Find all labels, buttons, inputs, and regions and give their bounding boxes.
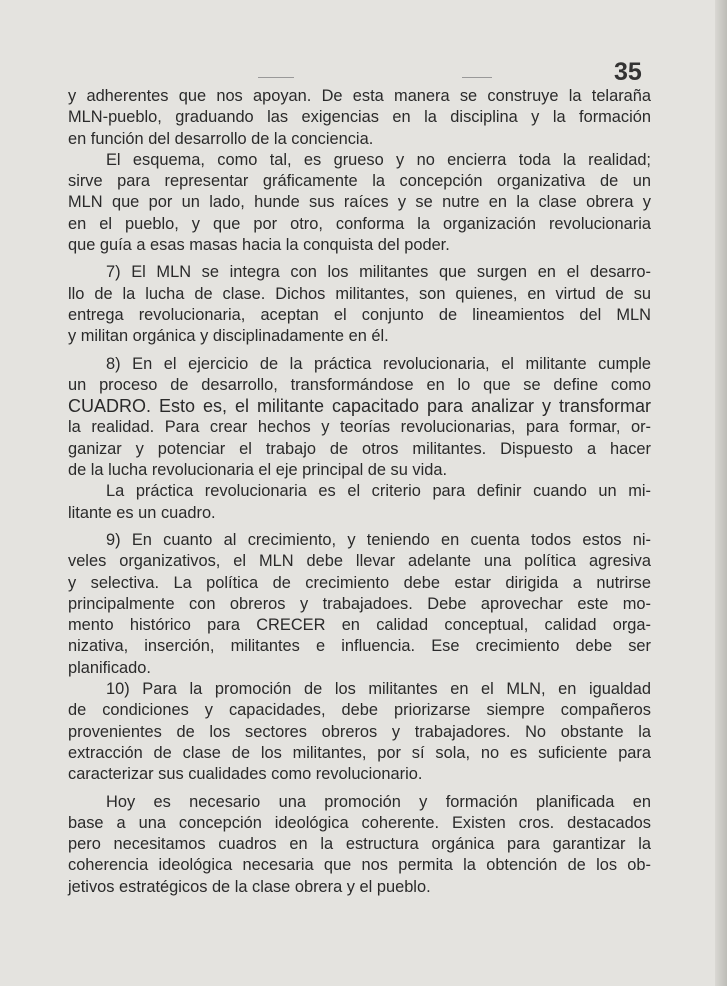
text-line: principalmente con obreros y trabajadoes. Debe aprovechar este mo- <box>68 594 651 613</box>
text-line: que guía a esas masas hacia la conquista del poder. <box>68 236 450 255</box>
text-line: 10) Para la promoción de los militantes en el MLN, en igualdad <box>106 680 651 699</box>
paragraph <box>68 530 651 679</box>
text-line: planificado. <box>68 658 151 677</box>
page-number: 35 <box>614 58 642 86</box>
text-line: pero necesitamos cuadros en la estructura orgánica para garantizar la <box>68 835 651 854</box>
paragraph <box>68 792 651 898</box>
text-line: veles organizativos, el MLN debe llevar adelante una política agresiva <box>68 552 651 571</box>
text-line: ganizar y potenciar el trabajo de otros militantes. Dispuesto a hacer <box>68 439 651 458</box>
text-line: MLN-pueblo, graduando las exigencias en la disciplina y la formación <box>68 108 651 127</box>
text-line: llo de la lucha de clase. Dichos militantes, son quienes, en virtud de su <box>68 284 651 303</box>
text-line: 7) El MLN se integra con los militantes que surgen en el desarro- <box>106 263 651 282</box>
text-line: provenientes de los sectores obreros y trabajadores. No obstante la <box>68 722 651 741</box>
text-line: litante es un cuadro. <box>68 503 216 522</box>
text-line: Hoy es necesario una promoción y formación planificada en <box>106 792 651 811</box>
text-line: de la lucha revolucionaria el eje principal de su vida. <box>68 461 448 480</box>
paragraph <box>68 86 651 150</box>
paragraph <box>68 354 651 482</box>
text-line: un proceso de desarrollo, transformándose en lo que se define como <box>68 375 651 394</box>
text-line: coherencia ideológica necesaria que nos permita la obtención de los ob- <box>68 856 651 875</box>
text-line: extracción de clase de los militantes, por sí sola, no es suficiente para <box>68 743 651 762</box>
text-line: El esquema, como tal, es grueso y no encierra toda la realidad; <box>106 150 651 169</box>
paragraph <box>68 262 651 347</box>
text-line: en el pueblo, y que por otro, conforma la organización revolucionaria <box>68 214 651 233</box>
paragraph <box>68 150 651 256</box>
text-line: 8) En el ejercicio de la práctica revolucionaria, el militante cumple <box>106 354 651 373</box>
text-line: y selectiva. La política de crecimiento debe estar dirigida a nutrirse <box>68 573 651 592</box>
text-line: CUADRO. Esto es, el militante capacitado para analizar y transformar <box>68 396 651 417</box>
body-text <box>68 86 651 898</box>
header-rule <box>258 77 294 78</box>
text-line: 9) En cuanto al crecimiento, y teniendo en cuenta todos estos ni- <box>106 530 651 549</box>
text-line: mento histórico para CRECER en calidad conceptual, calidad orga- <box>68 616 651 635</box>
text-line: en función del desarrollo de la conciencia. <box>68 129 374 148</box>
text-line: MLN que por un lado, hunde sus raíces y se nutre en la clase obrera y <box>68 193 651 212</box>
text-line: entrega revolucionaria, aceptan el conjunto de lineamientos del MLN <box>68 305 651 324</box>
text-line: jetivos estratégicos de la clase obrera y el pueblo. <box>68 877 431 896</box>
page-edge <box>715 0 727 986</box>
text-line: La práctica revolucionaria es el criterio para definir cuando un mi- <box>106 482 651 501</box>
text-line: base a una concepción ideológica coherente. Existen cros. destacados <box>68 813 651 832</box>
text-line: caracterizar sus cualidades como revolucionario. <box>68 765 423 784</box>
text-line: nizativa, inserción, militantes e influencia. Ese crecimiento debe ser <box>68 637 651 656</box>
text-line: y adherentes que nos apoyan. De esta manera se construye la telaraña <box>68 87 651 105</box>
text-line: sirve para representar gráficamente la concepción organizativa de un <box>68 172 651 191</box>
paragraph <box>68 481 651 524</box>
text-line: la realidad. Para crear hechos y teorías revolucionarias, para formar, or- <box>68 418 651 437</box>
text-line: y militan orgánica y disciplinadamente en él. <box>68 327 389 346</box>
paragraph <box>68 679 651 785</box>
header-rule <box>462 77 492 78</box>
text-line: de condiciones y capacidades, debe priorizarse siempre compañeros <box>68 701 651 720</box>
